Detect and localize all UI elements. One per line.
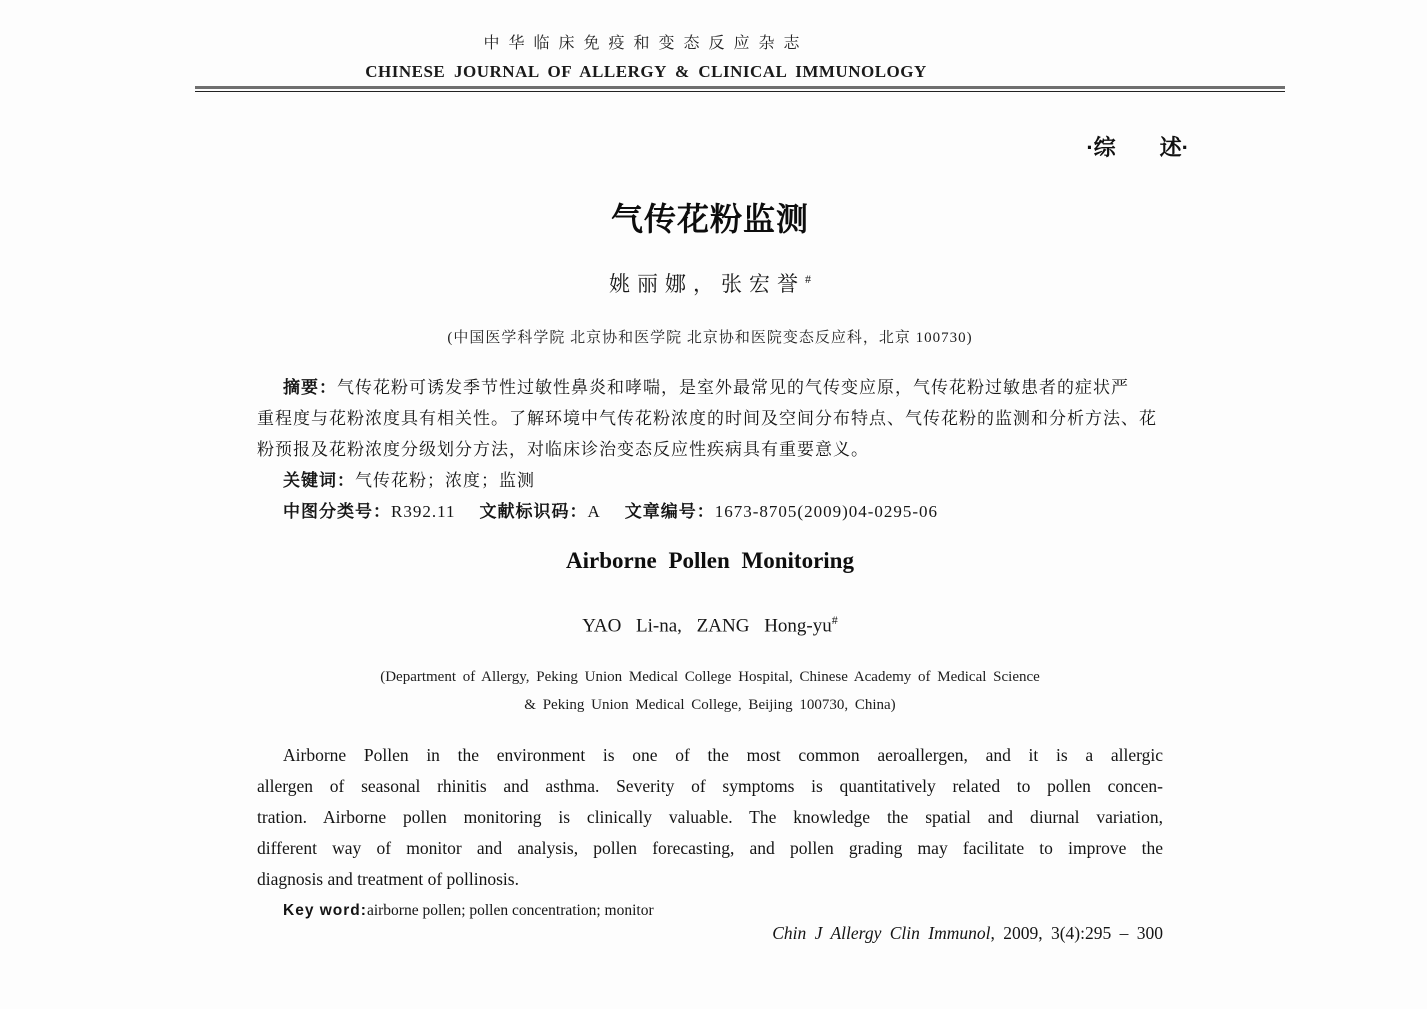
article-meta-line	[257, 496, 1163, 527]
doc-code-value: A	[587, 502, 601, 521]
abstract-label-cn: 摘要：	[283, 378, 337, 397]
abstract-line-en: tration. Airborne pollen monitoring is clinically valuable. The knowledge the spatial and diurnal variation,	[257, 807, 1163, 827]
header-divider-thick	[195, 86, 1285, 89]
authors-cn-names: 姚丽娜，张宏誉	[609, 272, 805, 296]
clc-label: 中图分类号：	[283, 502, 391, 521]
abstract-block-en	[257, 740, 1163, 926]
article-authors-cn	[257, 268, 1163, 298]
abstract-line-cn: 粉预报及花粉浓度分级划分方法，对临床诊治变态反应性疾病具有重要意义。	[257, 440, 869, 459]
authors-en-names: YAO Li-na, ZANG Hong-yu	[582, 615, 832, 637]
author-note-marker-en: #	[831, 613, 838, 627]
journal-title-cn: 中华临床免疫和变态反应杂志	[483, 35, 809, 52]
article-no-label: 文章编号：	[624, 502, 715, 521]
header-divider-thin	[195, 91, 1285, 92]
keywords-text-cn: 气传花粉；浓度；监测	[355, 471, 535, 490]
article-title-cn: 气传花粉监测	[610, 201, 809, 237]
clc-value: R392.11	[391, 502, 456, 521]
article-no-value: 1673-8705(2009)04-0295-06	[714, 502, 939, 521]
keywords-label-cn: 关键词：	[283, 471, 355, 490]
doc-code-label: 文献标识码：	[479, 502, 588, 521]
abstract-text-cn: 气传花粉可诱发季节性过敏性鼻炎和哮喘，是室外最常见的气传变应原，气传花粉过敏患者的症状严	[337, 378, 1129, 397]
article-affiliation-en	[257, 663, 1163, 719]
abstract-line-en: allergen of seasonal rhinitis and asthma. Severity of symptoms is quantitatively related to pollen concen-	[257, 776, 1163, 796]
citation-journal: Chin J Allergy Clin Immunol	[772, 923, 991, 943]
citation-details: , 2009, 3(4):295 – 300	[990, 923, 1163, 943]
author-note-marker-cn: #	[805, 272, 811, 286]
affiliation-en-line1: (Department of Allergy, Peking Union Medical College Hospital, Chinese Academy of Medical Science	[380, 669, 1040, 685]
journal-header	[0, 30, 1292, 82]
article-affiliation-cn: (中国医学科学院 北京协和医学院 北京协和医院变态反应科，北京 100730)	[447, 330, 973, 346]
keyword-label-en: Key word:	[283, 902, 367, 919]
abstract-line-en: Airborne Pollen in the environment is one of the most common aeroallergen, and it is a allergic	[283, 745, 1163, 765]
abstract-line-en: different way of monitor and analysis, pollen forecasting, and pollen grading may facilitate to improve the	[257, 838, 1163, 858]
keywords-line-cn	[257, 465, 1163, 496]
article-title-en: Airborne Pollen Monitoring	[566, 548, 854, 573]
abstract-line-en: diagnosis and treatment of pollinosis.	[257, 869, 519, 889]
abstract-line-cn	[257, 372, 1163, 403]
affiliation-en-line2: & Peking Union Medical College, Beijing 100730, China)	[524, 697, 896, 713]
citation-line	[257, 923, 1163, 944]
keywords-line-en	[257, 895, 1163, 926]
section-label: ·综 述·	[1086, 135, 1189, 160]
article-authors-en	[257, 613, 1163, 637]
abstract-block-cn	[257, 372, 1163, 527]
abstract-line-cn: 重程度与花粉浓度具有相关性。了解环境中气传花粉浓度的时间及空间分布特点、气传花粉的监测和分析方法、花	[257, 409, 1157, 428]
keyword-text-en: airborne pollen; pollen concentration; monitor	[366, 902, 654, 919]
journal-title-en: CHINESE JOURNAL OF ALLERGY & CLINICAL IMMUNOLOGY	[365, 62, 927, 81]
